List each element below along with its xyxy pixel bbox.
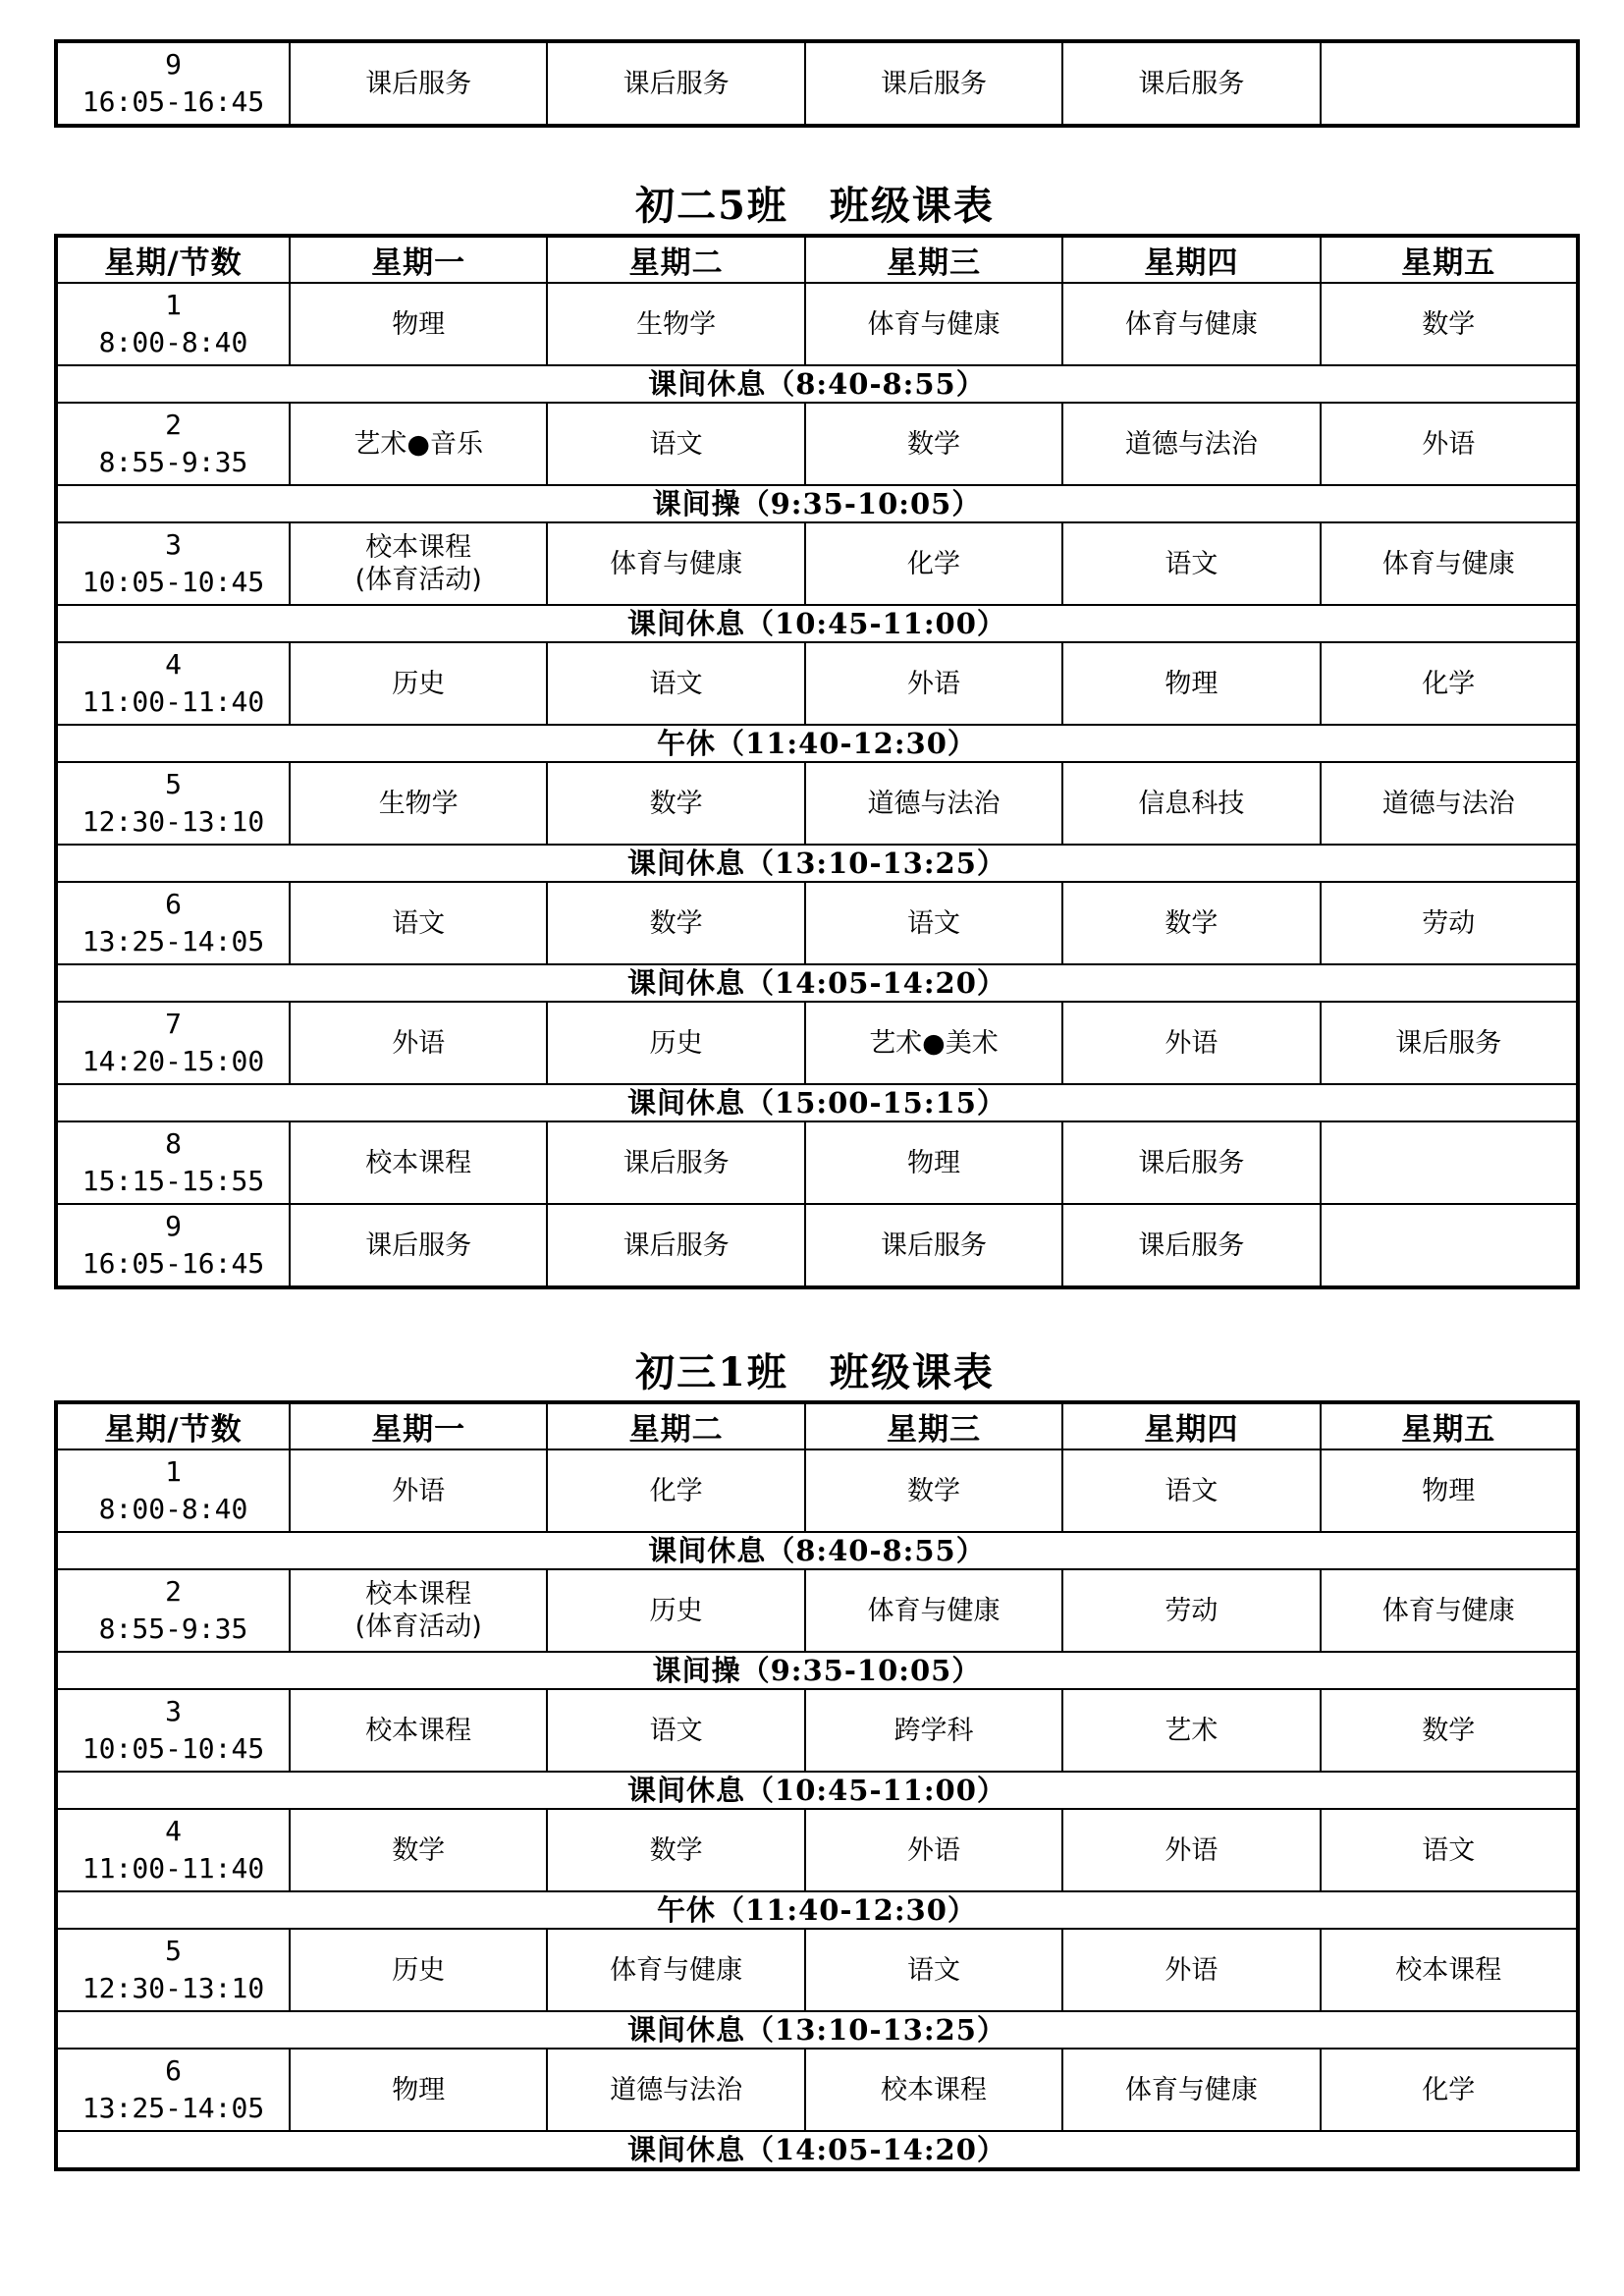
- subject-name: 校本课程: [1395, 1954, 1502, 1986]
- subject-name: 物理: [1164, 668, 1218, 699]
- period-number: 9: [165, 48, 182, 81]
- subject-cell: [290, 1204, 547, 1287]
- period-row: [56, 1569, 1578, 1652]
- break-label: 课间休息（15:00-15:15）: [56, 1084, 1578, 1121]
- period-number: 8: [165, 1127, 182, 1160]
- period-number: 5: [165, 1935, 182, 1967]
- subject-cell: [1321, 1121, 1578, 1204]
- period-row: [56, 1809, 1578, 1891]
- break-row: [56, 1084, 1578, 1121]
- period-row: [56, 2049, 1578, 2131]
- subject-name: 历史: [649, 1595, 703, 1626]
- schedule-table-class-2-5: [54, 234, 1580, 1289]
- subject-cell: [1062, 522, 1320, 605]
- subject-cell: [805, 882, 1062, 964]
- header-cell-day: 星期四: [1062, 236, 1320, 283]
- header-cell-day: 星期三: [805, 1402, 1062, 1449]
- table-title: 初三1班 班级课表: [635, 1349, 995, 1395]
- subject-name: 数学: [649, 907, 703, 939]
- period-time: 13:25-14:05: [81, 925, 265, 957]
- subject-cell: [290, 1121, 547, 1204]
- subject-cell: [1062, 762, 1320, 845]
- subject-name: 课后服务: [623, 1147, 730, 1178]
- break-row: [56, 1532, 1578, 1569]
- header-cell-day: 星期三: [805, 236, 1062, 283]
- subject-cell: [1062, 1449, 1320, 1532]
- subject-name: 物理: [1422, 1475, 1476, 1506]
- subject-name: 体育与健康: [1124, 308, 1258, 340]
- subject-name: 化学: [1422, 2074, 1476, 2105]
- period-number: 1: [165, 289, 182, 321]
- subject-name: 化学: [1422, 668, 1476, 699]
- subject-name: 数学: [906, 428, 960, 460]
- subject-name: 语文: [649, 428, 703, 460]
- subject-cell: [547, 1809, 804, 1891]
- subject-cell: [547, 642, 804, 725]
- period-row: [56, 1204, 1578, 1287]
- subject-cell: [805, 1449, 1062, 1532]
- subject-name: 道德与法治: [1381, 788, 1515, 819]
- header-cell-day: 星期二: [547, 1402, 804, 1449]
- subject-name: 课后服务: [365, 1230, 472, 1261]
- period-time: 16:05-16:45: [81, 85, 265, 118]
- break-row: [56, 1652, 1578, 1689]
- schedule-table-fragment: [54, 39, 1580, 128]
- header-cell-day: 星期一: [290, 236, 547, 283]
- header-row: [56, 1402, 1578, 1449]
- header-cell-day: 星期四: [1062, 1402, 1320, 1449]
- subject-name: 语文: [1164, 548, 1218, 579]
- subject-cell: [1321, 2049, 1578, 2131]
- break-row: [56, 2011, 1578, 2049]
- period-number: 5: [165, 768, 182, 800]
- period-row: [56, 1929, 1578, 2011]
- break-label: 午休（11:40-12:30）: [56, 725, 1578, 762]
- schedule-table-class-3-1: [54, 1400, 1580, 2171]
- period-cell: [56, 41, 290, 126]
- subject-name: 道德与法治: [867, 788, 1001, 819]
- subject-name: 体育与健康: [610, 548, 743, 579]
- subject-cell: [805, 1002, 1062, 1084]
- break-row: [56, 1772, 1578, 1809]
- subject-cell: [547, 2049, 804, 2131]
- subject-name: 化学: [906, 548, 960, 579]
- period-time: 10:05-10:45: [81, 566, 265, 598]
- subject-name: 生物学: [636, 308, 717, 340]
- subject-name: 外语: [392, 1475, 446, 1506]
- period-cell: [56, 1204, 290, 1287]
- period-number: 9: [165, 1210, 182, 1242]
- subject-cell: [805, 403, 1062, 485]
- subject-name: 课后服务: [880, 1230, 987, 1261]
- period-time: 8:55-9:35: [98, 446, 248, 478]
- period-cell: [56, 762, 290, 845]
- subject-cell: [547, 762, 804, 845]
- break-label: 课间休息（14:05-14:20）: [56, 964, 1578, 1002]
- subject-name: 物理: [906, 1147, 960, 1178]
- subject-name: 历史: [392, 1954, 446, 1986]
- subject-name: 外语: [392, 1027, 446, 1059]
- period-time: 12:30-13:10: [81, 1972, 265, 2004]
- break-label: 课间操（9:35-10:05）: [56, 485, 1578, 522]
- subject-cell: [1062, 2049, 1320, 2131]
- period-cell: [56, 1449, 290, 1532]
- period-row: [56, 41, 1578, 126]
- period-row: [56, 522, 1578, 605]
- subject-name: 化学: [649, 1475, 703, 1506]
- subject-name: 体育与健康: [1124, 2074, 1258, 2105]
- period-cell: [56, 1929, 290, 2011]
- period-time: 8:55-9:35: [98, 1613, 248, 1645]
- subject-cell: [1321, 522, 1578, 605]
- break-row: [56, 2131, 1578, 2169]
- subject-cell: [1062, 1002, 1320, 1084]
- subject-cell: [805, 1929, 1062, 2011]
- period-time: 11:00-11:40: [81, 685, 265, 718]
- period-cell: [56, 1689, 290, 1772]
- period-time: 8:00-8:40: [98, 326, 248, 358]
- subject-name: 物理: [392, 308, 446, 340]
- subject-name: 数学: [1422, 1715, 1476, 1746]
- subject-cell: [290, 403, 547, 485]
- subject-name: 信息科技: [1138, 788, 1245, 819]
- subject-cell: [290, 1569, 547, 1652]
- subject-name: 体育与健康: [867, 1595, 1001, 1626]
- break-label: 课间休息（8:40-8:55）: [56, 365, 1578, 403]
- subject-name: 语文: [1164, 1475, 1218, 1506]
- subject-cell: [290, 882, 547, 964]
- period-cell: [56, 283, 290, 365]
- subject-cell: [1062, 1569, 1320, 1652]
- subject-cell: [1062, 1204, 1320, 1287]
- subject-cell: [805, 1809, 1062, 1891]
- subject-cell: [805, 642, 1062, 725]
- subject-cell: [805, 1689, 1062, 1772]
- period-cell: [56, 882, 290, 964]
- break-row: [56, 725, 1578, 762]
- subject-name: 体育与健康: [1381, 548, 1515, 579]
- subject-name: 数学: [649, 788, 703, 819]
- break-label: 课间休息（13:10-13:25）: [56, 2011, 1578, 2049]
- subject-cell: [1321, 1569, 1578, 1652]
- period-number: 4: [165, 648, 182, 681]
- period-cell: [56, 2049, 290, 2131]
- subject-cell: [1062, 1929, 1320, 2011]
- period-time: 12:30-13:10: [81, 805, 265, 838]
- subject-cell: [805, 762, 1062, 845]
- subject-cell: [1321, 283, 1578, 365]
- subject-name: 课后服务: [623, 1230, 730, 1261]
- subject-cell: [1321, 41, 1578, 126]
- subject-cell: [290, 283, 547, 365]
- subject-cell: [1062, 283, 1320, 365]
- period-row: [56, 283, 1578, 365]
- period-time: 13:25-14:05: [81, 2092, 265, 2124]
- subject-cell: [805, 283, 1062, 365]
- period-number: 6: [165, 888, 182, 920]
- subject-cell: [290, 522, 547, 605]
- break-row: [56, 1891, 1578, 1929]
- period-row: [56, 1121, 1578, 1204]
- subject-cell: [1062, 1689, 1320, 1772]
- subject-cell: [805, 2049, 1062, 2131]
- subject-cell: [547, 882, 804, 964]
- subject-name: 语文: [649, 668, 703, 699]
- subject-cell: [547, 1689, 804, 1772]
- subject-name: 课后服务: [1395, 1027, 1502, 1059]
- period-number: 6: [165, 2054, 182, 2087]
- period-cell: [56, 522, 290, 605]
- break-label: 课间休息（10:45-11:00）: [56, 605, 1578, 642]
- break-label: 课间休息（8:40-8:55）: [56, 1532, 1578, 1569]
- period-time: 10:05-10:45: [81, 1732, 265, 1765]
- subject-name: 历史: [392, 668, 446, 699]
- subject-cell: [1321, 403, 1578, 485]
- subject-cell: [1321, 1002, 1578, 1084]
- subject-name: 道德与法治: [1124, 428, 1258, 460]
- period-number: 4: [165, 1815, 182, 1847]
- subject-cell: [547, 522, 804, 605]
- subject-cell: [547, 1204, 804, 1287]
- subject-cell: [1321, 1449, 1578, 1532]
- subject-name: 校本课程: [880, 2074, 987, 2105]
- subject-name: 校本课程 (体育活动): [354, 1579, 482, 1642]
- period-cell: [56, 642, 290, 725]
- subject-name: 校本课程: [365, 1715, 472, 1746]
- period-cell: [56, 1569, 290, 1652]
- period-number: 2: [165, 409, 182, 441]
- subject-cell: [290, 1449, 547, 1532]
- break-label: 课间休息（10:45-11:00）: [56, 1772, 1578, 1809]
- subject-cell: [805, 1204, 1062, 1287]
- subject-name: 外语: [1164, 1027, 1218, 1059]
- subject-cell: [805, 1569, 1062, 1652]
- subject-cell: [1321, 1204, 1578, 1287]
- period-number: 1: [165, 1455, 182, 1488]
- subject-name: 数学: [1164, 907, 1218, 939]
- period-row: [56, 403, 1578, 485]
- subject-cell: [547, 1929, 804, 2011]
- subject-cell: [547, 1002, 804, 1084]
- period-time: 14:20-15:00: [81, 1045, 265, 1077]
- subject-name: 校本课程 (体育活动): [354, 532, 482, 595]
- subject-name: 数学: [906, 1475, 960, 1506]
- header-cell-day: 星期一: [290, 1402, 547, 1449]
- subject-name: 道德与法治: [610, 2074, 743, 2105]
- subject-name: 外语: [906, 668, 960, 699]
- header-cell-period: 星期/节数: [56, 236, 290, 283]
- subject-name: 体育与健康: [867, 308, 1001, 340]
- header-cell-day: 星期五: [1321, 1402, 1578, 1449]
- break-label: 课间休息（14:05-14:20）: [56, 2131, 1578, 2169]
- period-row: [56, 882, 1578, 964]
- subject-cell: [290, 2049, 547, 2131]
- subject-cell: [1321, 642, 1578, 725]
- header-cell-period: 星期/节数: [56, 1402, 290, 1449]
- period-number: 3: [165, 528, 182, 561]
- subject-cell: [1062, 403, 1320, 485]
- subject-name: 语文: [1422, 1834, 1476, 1866]
- subject-name: 体育与健康: [1381, 1595, 1515, 1626]
- subject-name: 数学: [392, 1834, 446, 1866]
- subject-cell: [1062, 41, 1320, 126]
- subject-cell: [1062, 882, 1320, 964]
- subject-name: 外语: [906, 1834, 960, 1866]
- subject-name: 物理: [392, 2074, 446, 2105]
- period-number: 7: [165, 1008, 182, 1040]
- subject-cell: [1321, 1689, 1578, 1772]
- break-row: [56, 365, 1578, 403]
- subject-name: 语文: [392, 907, 446, 939]
- subject-cell: [290, 762, 547, 845]
- break-label: 午休（11:40-12:30）: [56, 1891, 1578, 1929]
- subject-name: 外语: [1422, 428, 1476, 460]
- subject-cell: [547, 283, 804, 365]
- subject-name: 校本课程: [365, 1147, 472, 1178]
- subject-cell: [805, 522, 1062, 605]
- subject-name: 语文: [906, 907, 960, 939]
- subject-cell: [1321, 1929, 1578, 2011]
- subject-name: 外语: [1164, 1834, 1218, 1866]
- subject-name: 劳动: [1164, 1595, 1218, 1626]
- subject-name: 外语: [1164, 1954, 1218, 1986]
- subject-cell: [290, 41, 547, 126]
- period-time: 15:15-15:55: [81, 1165, 265, 1197]
- header-row: [56, 236, 1578, 283]
- break-row: [56, 845, 1578, 882]
- period-number: 3: [165, 1695, 182, 1727]
- subject-cell: [547, 41, 804, 126]
- subject-name: 生物学: [378, 788, 459, 819]
- subject-cell: [290, 1002, 547, 1084]
- break-row: [56, 605, 1578, 642]
- period-row: [56, 762, 1578, 845]
- period-row: [56, 1449, 1578, 1532]
- header-cell-day: 星期二: [547, 236, 804, 283]
- subject-name: 课后服务: [1138, 1147, 1245, 1178]
- subject-cell: [290, 642, 547, 725]
- subject-cell: [290, 1689, 547, 1772]
- subject-name: 体育与健康: [610, 1954, 743, 1986]
- period-row: [56, 642, 1578, 725]
- subject-cell: [805, 41, 1062, 126]
- subject-cell: [547, 1121, 804, 1204]
- period-cell: [56, 403, 290, 485]
- break-row: [56, 964, 1578, 1002]
- header-cell-day: 星期五: [1321, 236, 1578, 283]
- period-row: [56, 1689, 1578, 1772]
- subject-name: 语文: [649, 1715, 703, 1746]
- subject-cell: [1321, 882, 1578, 964]
- subject-cell: [805, 1121, 1062, 1204]
- subject-name: 课后服务: [623, 68, 730, 99]
- period-cell: [56, 1809, 290, 1891]
- break-label: 课间操（9:35-10:05）: [56, 1652, 1578, 1689]
- period-row: [56, 1002, 1578, 1084]
- subject-cell: [1321, 762, 1578, 845]
- period-number: 2: [165, 1575, 182, 1608]
- subject-cell: [1062, 1121, 1320, 1204]
- subject-cell: [547, 1569, 804, 1652]
- subject-cell: [290, 1929, 547, 2011]
- break-row: [56, 485, 1578, 522]
- break-label: 课间休息（13:10-13:25）: [56, 845, 1578, 882]
- subject-name: 劳动: [1422, 907, 1476, 939]
- subject-name: 历史: [649, 1027, 703, 1059]
- subject-name: 课后服务: [365, 68, 472, 99]
- subject-name: 课后服务: [1138, 1230, 1245, 1261]
- subject-cell: [547, 1449, 804, 1532]
- subject-name: 数学: [1422, 308, 1476, 340]
- subject-name: 艺术: [1164, 1715, 1218, 1746]
- period-cell: [56, 1121, 290, 1204]
- subject-name: 课后服务: [880, 68, 987, 99]
- subject-name: 跨学科: [893, 1715, 974, 1746]
- table-title: 初二5班 班级课表: [635, 183, 995, 229]
- subject-name: 课后服务: [1138, 68, 1245, 99]
- subject-name: 艺术●音乐: [353, 428, 483, 460]
- subject-name: 数学: [649, 1834, 703, 1866]
- subject-name: 艺术●美术: [869, 1027, 999, 1059]
- period-time: 16:05-16:45: [81, 1247, 265, 1280]
- subject-cell: [290, 1809, 547, 1891]
- subject-name: 语文: [906, 1954, 960, 1986]
- subject-cell: [547, 403, 804, 485]
- subject-cell: [1062, 642, 1320, 725]
- subject-cell: [1321, 1809, 1578, 1891]
- subject-cell: [1062, 1809, 1320, 1891]
- period-time: 8:00-8:40: [98, 1493, 248, 1525]
- period-time: 11:00-11:40: [81, 1852, 265, 1885]
- period-cell: [56, 1002, 290, 1084]
